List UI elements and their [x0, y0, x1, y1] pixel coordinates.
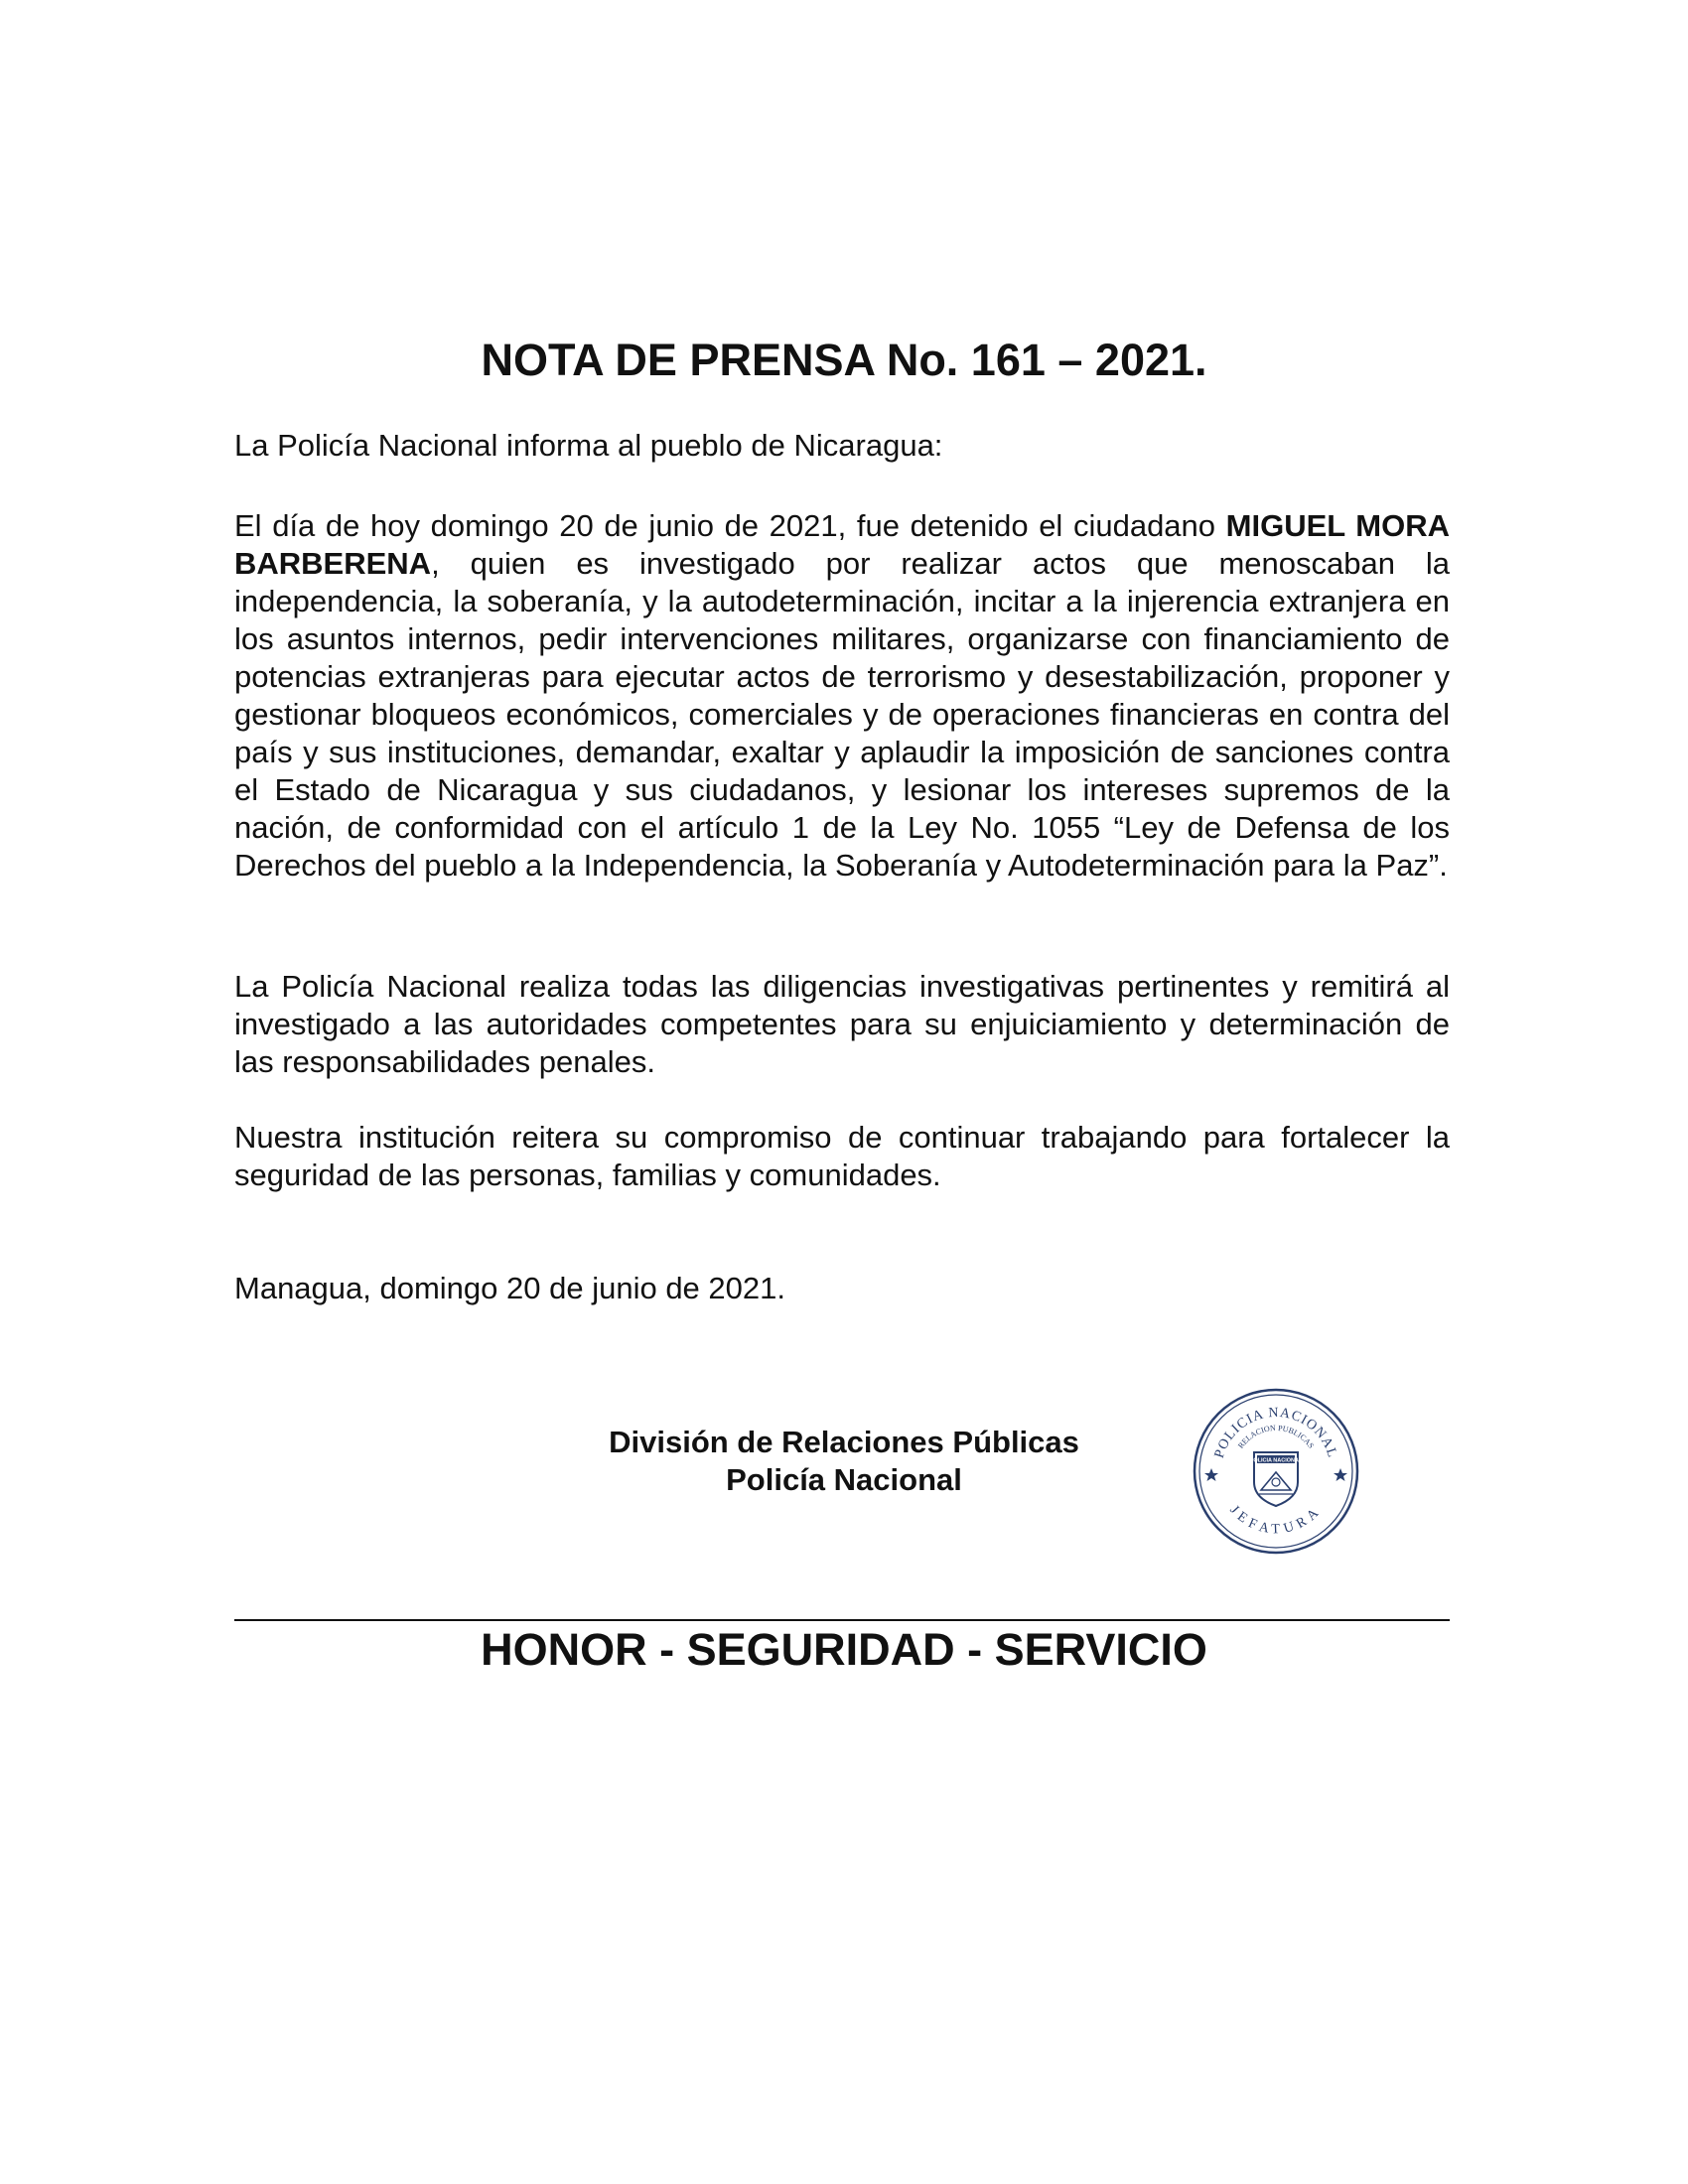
- detainee-name: MIGUEL MORA BARBERENA: [234, 508, 1451, 581]
- seal-star-right-icon: [1334, 1468, 1347, 1481]
- paragraph-detention-intro: El día de hoy domingo 20 de junio de 2021, fue detenido el ciudadano: [234, 508, 1226, 543]
- signature-division: División de Relaciones Públicas: [609, 1425, 1079, 1459]
- seal-star-left-icon: [1204, 1468, 1218, 1481]
- signature-institution: Policía Nacional: [726, 1462, 962, 1497]
- paragraph-detention-body: , quien es investigado por realizar actos que menoscaban la independencia, la soberanía, y la autodeterminación, incitar a la injerencia extranjera en los asuntos internos, pedir intervenciones militares, organizarse con financiamiento de potencias extranjeras para ejecutar actos de terrorismo y desestabilización, proponer y gestionar bloqueos económicos, comerciales y de operaciones financieras en contra del país y sus instituciones, demandar, exaltar y aplaudir la imposición de sanciones contra el Estado de Nicaragua y sus ciudadanos, y lesionar los intereses supremos de la nación, de conformidad con el artículo 1 de la Ley No. 1055 “Ley de Defensa de los Derechos del pueblo a la Independencia, la Soberanía y Autodeterminación para la Paz”.: [234, 546, 1450, 883]
- paragraph-commitment: Nuestra institución reitera su compromiso de continuar trabajando para fortalecer la seguridad de las personas, familias y comunidades.: [234, 1120, 1450, 1192]
- footer-divider: [234, 1619, 1450, 1621]
- dateline: Managua, domingo 20 de junio de 2021.: [234, 1271, 785, 1305]
- seal-top-text: POLICIA NACIONAL: [1211, 1405, 1340, 1460]
- greeting-line: La Policía Nacional informa al pueblo de Nicaragua:: [234, 428, 943, 463]
- footer-motto: HONOR - SEGURIDAD - SERVICIO: [481, 1624, 1207, 1675]
- press-release-title: NOTA DE PRENSA No. 161 – 2021.: [481, 335, 1207, 385]
- signature-block: [536, 1424, 1152, 1499]
- police-seal-stamp: [1192, 1387, 1360, 1556]
- seal-badge-text: POLICIA NACIONAL: [1249, 1457, 1303, 1464]
- paragraph-detention: [234, 507, 1450, 885]
- seal-sub-text: RELACION PUBLICAS: [1236, 1423, 1317, 1450]
- paragraph-investigation: La Policía Nacional realiza todas las diligencias investigativas pertinentes y remitirá al investigado a las autoridades competentes para su enjuiciamiento y determinación de las responsabilidades penales.: [234, 969, 1450, 1079]
- seal-bottom-text: JEFATURA: [1226, 1502, 1326, 1538]
